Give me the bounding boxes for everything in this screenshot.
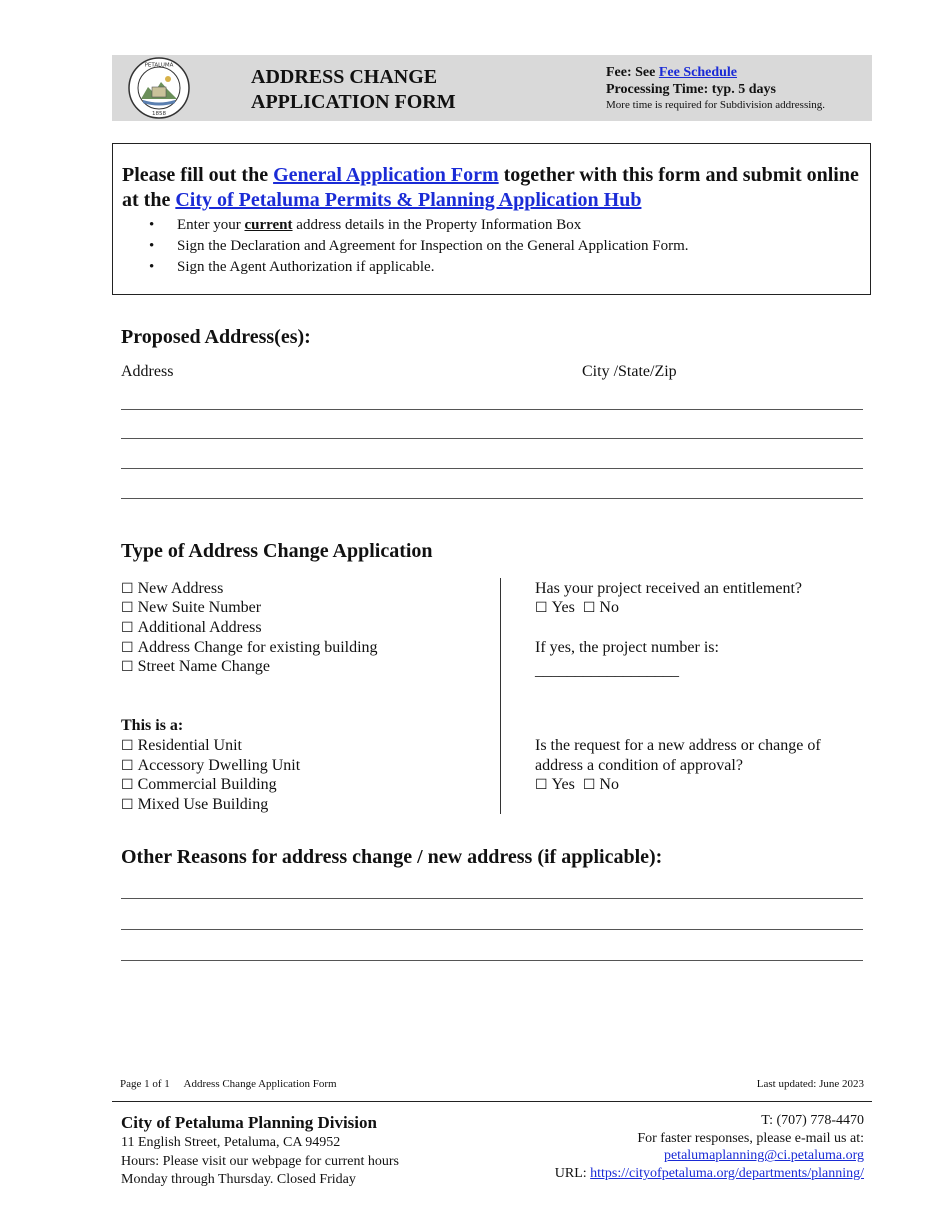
email-note: For faster responses, please e-mail us at: — [637, 1130, 864, 1146]
project-number-field[interactable]: __________________ — [535, 662, 679, 679]
checkbox-icon: ☐ — [121, 738, 134, 754]
form-title: ADDRESS CHANGE APPLICATION FORM — [251, 66, 456, 113]
condition-question-line1: Is the request for a new address or change of — [535, 737, 821, 754]
condition-question-line2: address a condition of approval? — [535, 757, 743, 774]
instructions-heading: Please fill out the General Application Form together with this form and submit online at the City of Petaluma Permits & Planning Application Hub — [122, 164, 859, 211]
other-reasons-title: Other Reasons for address change / new address (if applicable): — [121, 846, 663, 868]
type-section-title: Type of Address Change Application — [121, 540, 433, 562]
page-number: Page 1 of 1 Address Change Application Form — [120, 1078, 337, 1090]
checkbox-icon: ☐ — [121, 659, 134, 675]
checkbox-commercial-building[interactable]: ☐ Commercial Building — [121, 776, 277, 793]
footer-contact-left — [121, 1112, 399, 1190]
other-reasons-line-1[interactable] — [121, 898, 863, 899]
entitlement-options — [535, 598, 619, 619]
checkbox-new-address[interactable]: ☐ New Address — [121, 580, 224, 597]
list-item: • Sign the Declaration and Agreement for Inspection on the General Application Form. — [122, 236, 689, 257]
city-seal-logo — [128, 57, 190, 119]
office-days: Monday through Thursday. Closed Friday — [121, 1172, 356, 1187]
last-updated: Last updated: June 2023 — [756, 1078, 864, 1090]
office-hours: Hours: Please visit our webpage for current hours — [121, 1153, 399, 1169]
checkbox-icon: ☐ — [535, 777, 548, 793]
other-reasons-line-2[interactable] — [121, 929, 863, 930]
checkbox-icon: ☐ — [535, 600, 548, 616]
this-is-a-label: This is a: — [121, 717, 184, 734]
list-item: • Enter your current address details in the Property Information Box — [122, 215, 689, 236]
checkbox-entitlement-no[interactable]: ☐ No — [582, 599, 619, 616]
proposed-address-line-2[interactable] — [121, 438, 863, 439]
proposed-address-title: Proposed Address(es): — [121, 326, 311, 348]
proposed-address-line-1[interactable] — [121, 409, 863, 410]
org-address: 11 English Street, Petaluma, CA 94952 — [121, 1135, 341, 1150]
instructions-box — [112, 143, 871, 295]
list-item: • Sign the Agent Authorization if applicable. — [122, 257, 689, 278]
checkbox-icon: ☐ — [121, 640, 134, 656]
project-number-question: If yes, the project number is: — [535, 639, 719, 656]
checkbox-condition-no[interactable]: ☐ No — [582, 776, 619, 793]
checkbox-mixed-use-building[interactable]: ☐ Mixed Use Building — [121, 796, 269, 813]
instructions-list — [122, 215, 689, 278]
other-reasons-line-3[interactable] — [121, 960, 863, 961]
checkbox-address-change-existing[interactable]: ☐ Address Change for existing building — [121, 639, 378, 656]
checkbox-icon: ☐ — [582, 600, 596, 616]
checkbox-residential-unit[interactable]: ☐ Residential Unit — [121, 737, 242, 754]
checkbox-icon: ☐ — [121, 620, 134, 636]
entitlement-question: Has your project received an entitlement? — [535, 580, 802, 597]
footer-divider — [112, 1101, 872, 1102]
condition-options — [535, 775, 619, 796]
checkbox-entitlement-yes[interactable]: ☐ Yes — [535, 599, 575, 616]
checkbox-icon: ☐ — [121, 777, 134, 793]
proposed-address-line-3[interactable] — [121, 468, 863, 469]
svg-text:PETALUMA: PETALUMA — [144, 62, 174, 69]
checkbox-icon: ☐ — [121, 581, 134, 597]
processing-note: More time is required for Subdivision addressing. — [606, 99, 826, 111]
city-state-zip-column-label: City /State/Zip — [582, 363, 677, 380]
general-application-form-link[interactable]: General Application Form — [273, 164, 499, 186]
checkbox-icon: ☐ — [582, 777, 596, 793]
planning-url-link[interactable]: https://cityofpetaluma.org/departments/planning/ — [590, 1166, 864, 1182]
email-link[interactable]: petalumaplanning@ci.petaluma.org — [663, 1148, 864, 1164]
checkbox-new-suite-number[interactable]: ☐ New Suite Number — [121, 599, 262, 616]
checkbox-additional-address[interactable]: ☐ Additional Address — [121, 619, 262, 636]
checkbox-icon: ☐ — [121, 758, 134, 774]
fee-info: Fee: See Fee Schedule Processing Time: typ. 5 days More time is required for Subdivision addressing. — [606, 65, 826, 111]
proposed-address-line-4[interactable] — [121, 498, 863, 499]
checkbox-accessory-dwelling-unit[interactable]: ☐ Accessory Dwelling Unit — [121, 757, 301, 774]
footer-contact-right: T: (707) 778-4470 For faster responses, please e-mail us at: petalumaplanning@ci.petaluma.org URL: https://cityofpetaluma.org/departments/planning/ — [554, 1113, 864, 1182]
column-divider — [500, 578, 501, 814]
address-column-label: Address — [121, 363, 174, 380]
checkbox-condition-yes[interactable]: ☐ Yes — [535, 776, 575, 793]
checkbox-icon: ☐ — [121, 797, 134, 813]
application-hub-link[interactable]: City of Petaluma Permits & Planning Application Hub — [175, 189, 642, 211]
checkbox-icon: ☐ — [121, 600, 134, 616]
checkbox-street-name-change[interactable]: ☐ Street Name Change — [121, 658, 270, 675]
phone-number: T: (707) 778-4470 — [761, 1113, 864, 1128]
org-name: City of Petaluma Planning Division — [121, 1113, 377, 1132]
processing-time: Processing Time: typ. 5 days — [606, 82, 776, 97]
fee-schedule-link[interactable]: Fee Schedule — [658, 65, 738, 80]
form-header — [112, 55, 872, 121]
svg-text:1858: 1858 — [152, 111, 166, 117]
